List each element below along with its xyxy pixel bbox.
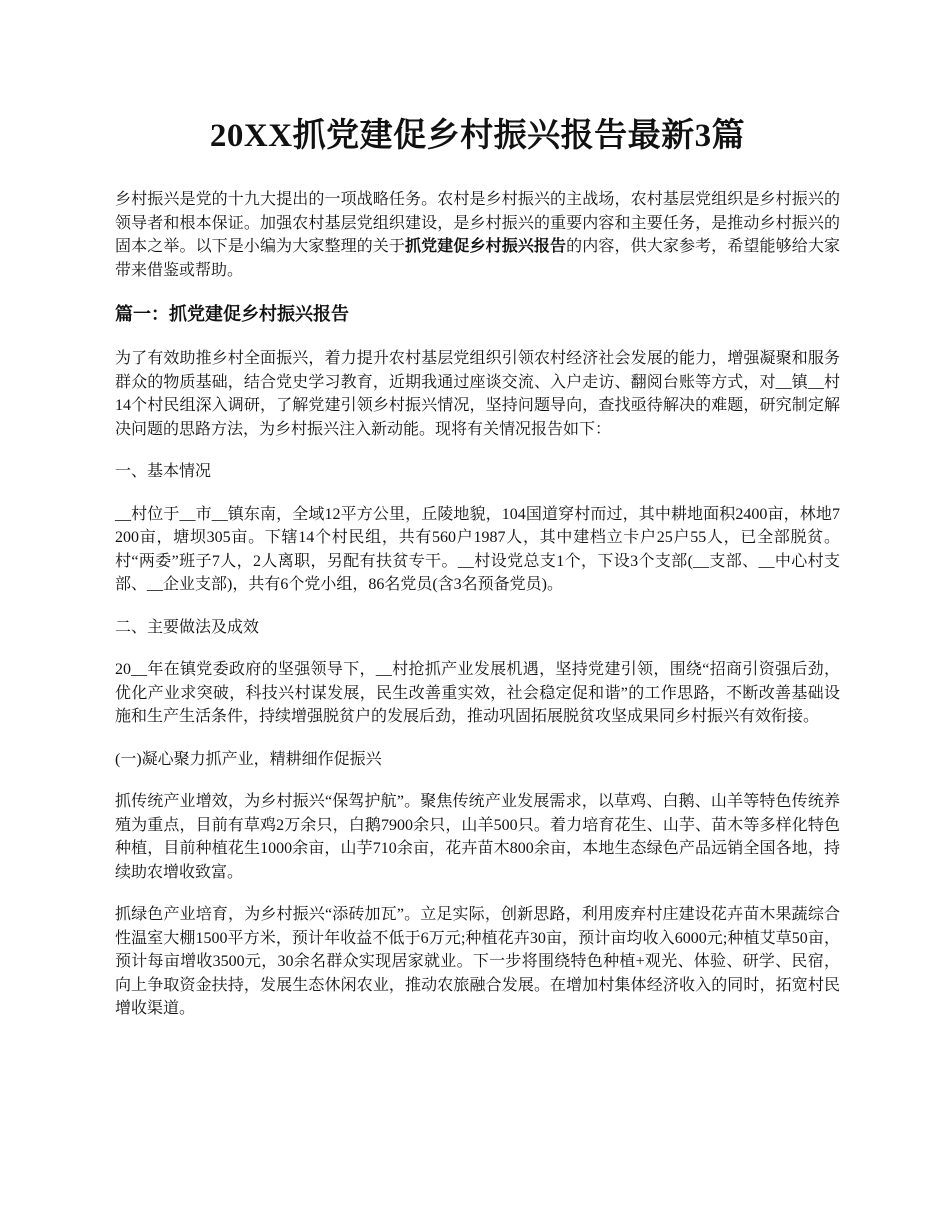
document-page — [115, 112, 840, 1040]
paragraph-traditional-industry: 抓传统产业增效，为乡村振兴“保驾护航”。聚焦传统产业发展需求，以草鸡、白鹅、山羊等特色传统养殖为重点，目前有草鸡2万余只，白鹅7900余只，山羊500只。着力培育花生、山芋、苗木等多样化特色种植，目前种植花生1000余亩，山芋710余亩，花卉苗木800余亩，本地生态绿色产品远销全国各地，持续助农增收致富。 — [115, 793, 840, 881]
document-title: 20XX抓党建促乡村振兴报告最新3篇 — [209, 118, 746, 154]
subheading-basic-situation: 一、基本情况 — [115, 463, 212, 480]
subheading-industry: (一)凝心聚力抓产业，精耕细作促振兴 — [115, 750, 382, 768]
intro-text-end: 的内容，供大家参考，希望能够给大家带来借鉴或帮助。 — [115, 238, 840, 279]
section-heading: 篇一：抓党建促乡村振兴报告 — [115, 304, 349, 324]
intro-text: 乡村振兴是党的十九大提出的一项战略任务。农村是乡村振兴的主战场，农村基层党组织是乡村振兴的领导者和根本保证。加强农村基层党组织建设，是乡村振兴的重要内容和主要任务，是推动乡村振兴的固本之举。以下是小编为大家整理的关于 — [115, 191, 840, 255]
paragraph-green-industry: 抓绿色产业培育，为乡村振兴“添砖加瓦”。立足实际，创新思路，利用废弃村庄建设花卉苗木果蔬综合性温室大棚1500平方米，预计年收益不低于6万元;种植花卉30亩，预计亩均收入6000元;种植艾草50亩，预计每亩增收3500元，30余名群众实现居家就业。下一步将围绕特色种植+观光、体验、研学、民宿，向上争取资金扶持，发展生态休闲农业，推动农旅融合发展。在增加村集体经济收入的同时，拓宽村民增收渠道。 — [115, 906, 840, 1017]
intro-paragraph — [115, 188, 840, 282]
paragraph-village-overview: __村位于__市__镇东南，全域12平方公里，丘陵地貌，104国道穿村而过，其中耕地面积2400亩，林地7200亩，塘坝305亩。下辖14个村民组，共有560户1987人，其中建档立卡户25户55人，已全部脱贫。村“两委”班子7人，2人离职，另配有扶贫专干。__村设党总支1个，下设3个支部(__支部、__中心村支部、__企业支部)，共有6个党小组，86名党员(含3名预备党员)。 — [115, 505, 840, 593]
paragraph-practices-summary: 20__年在镇党委政府的坚强领导下，__村抢抓产业发展机遇，坚持党建引领，围绕“招商引资强后劲，优化产业求突破，科技兴村谋发展，民生改善重实效，社会稳定促和谐”的工作思路，不断改善基础设施和生产生活条件，持续增强脱贫户的发展后劲，推动巩固拓展脱贫攻坚成果同乡村振兴有效衔接。 — [115, 661, 840, 725]
paragraph-purpose: 为了有效助推乡村全面振兴，着力提升农村基层党组织引领农村经济社会发展的能力，增强凝聚和服务群众的物质基础，结合党史学习教育，近期我通过座谈交流、入户走访、翻阅台账等方式，对__镇__村14个村民组深入调研，了解党建引领乡村振兴情况，坚持问题导向，查找亟待解决的难题，研究制定解决问题的思路方法，为乡村振兴注入新动能。现将有关情况报告如下： — [115, 350, 840, 438]
intro-bold-keyword: 抓党建促乡村振兴报告 — [405, 238, 567, 255]
subheading-main-practices: 二、主要做法及成效 — [115, 618, 260, 636]
